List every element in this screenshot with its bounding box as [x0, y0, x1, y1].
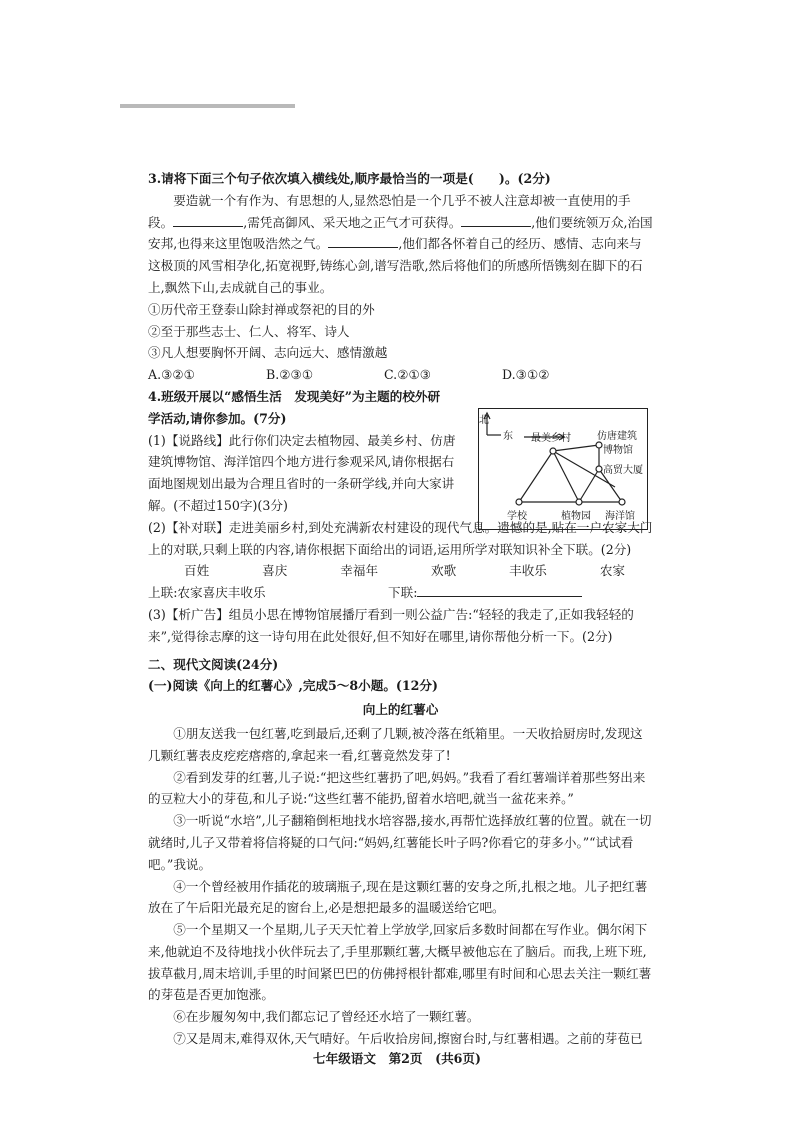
q3-passage: 要造就一个有作为、有思想的人,显然恐怕是一个几乎不被人注意却被一直使用的手段。 ,需凭高御风、采天地之正气才可获得。 ,他们要统领万众,治国安邦,也得来这里饱吸浩然之气。 ,他们都各怀着自己的经历、感情、志向来与这极顶的风雪相孕化,拓宽视野,铸练心剑,谱写浩歌,然后将他们的所感所悟镌刻在脚下的石上,飘然下山,去成就自己的事业。 [148, 192, 653, 295]
para-4: ④一个曾经被用作插花的玻璃瓶子,现在是这颗红薯的安身之所,扎根之地。儿子把红薯放在了午后阳光最充足的窗台上,必是想把最多的温暖送给它吧。 [148, 878, 648, 916]
q3-stem: 3.请将下面三个句子依次填入横线处,顺序最恰当的一项是( )。(2分) [148, 171, 551, 186]
section-subheading: (一)阅读《向上的红薯心》,完成5～8小题。(12分) [148, 678, 438, 694]
q4-block [148, 386, 653, 522]
word-2: 喜庆 [262, 563, 288, 579]
road-village-museum [553, 445, 599, 451]
map-north: 北 [479, 414, 489, 426]
route-map [478, 408, 648, 530]
page-footer: 七年级语文 第2页 (共6页) [313, 1051, 481, 1066]
route-map-svg [479, 409, 647, 529]
map-label-village: 最美乡村 [531, 432, 571, 444]
q3-item-1: ①历代帝王登泰山除封禅或祭祀的目的外 [148, 301, 375, 317]
map-east: 东 [503, 430, 513, 442]
para-7: ⑦又是周末,难得双休,天气晴好。午后收拾房间,擦窗台时,与红薯相遇。之前的芽苞已 [173, 1031, 643, 1047]
blank-3 [328, 233, 398, 248]
map-label-plaza: 高贸大厦 [603, 464, 643, 476]
map-label-museum-2: 博物馆 [603, 444, 633, 456]
q3-options [148, 364, 653, 386]
road-school-village [519, 451, 553, 502]
map-label-ocean: 海洋馆 [605, 510, 635, 522]
option-d: D.③①② [502, 367, 550, 383]
q4-sub2: (2)【补对联】走进美丽乡村,到处充满新农村建设的现代气息。遗憾的是,贴在一户农家大门上的对联,只剩上联的内容,请你根据下面给出的词语,运用所学对联知识补全下联。(2分) [148, 519, 653, 557]
para-6: ⑥在步履匆匆中,我们都忘记了曾经还水培了一颗红薯。 [173, 1009, 480, 1025]
q4-sub3: (3)【析广告】组员小思在博物馆展播厅看到一则公益广告:“轻轻的我走了,正如我轻轻的来”,觉得徐志摩的这一诗句用在此处很好,但不知好在哪里,请你帮他分析一下。(2分) [148, 606, 634, 644]
para-1: ①朋友送我一包红薯,吃到最后,还剩了几颗,被冷落在纸箱里。一天收拾厨房时,发现这几颗红薯表皮疙疙瘩瘩的,拿起来一看,红薯竟然发芽了! [148, 725, 643, 763]
passage-title: 向上的红薯心 [362, 702, 439, 718]
couplet-words [148, 560, 653, 582]
map-label-school: 学校 [507, 510, 527, 522]
exam-page [148, 168, 653, 1050]
q3-item-2: ②至于那些志士、仁人、将军、诗人 [148, 323, 350, 339]
word-4: 欢歌 [430, 563, 457, 579]
q3-item-3: ③凡人想要胸怀开阔、志向远大、感情激越 [148, 345, 388, 361]
blank-2 [461, 212, 531, 227]
para-2: ②看到发芽的红薯,儿子说:“把这些红薯扔了吧,妈妈。”我看了看红薯端详着那些努出来的豆粒大小的芽苞,和儿子说:“这些红薯不能扔,留着水培吧,就当一盆花来养。” [148, 769, 646, 807]
q4-stem-line1: 4.班级开展以“感悟生活 发现美好”为主题的校外研 [148, 388, 441, 404]
couplet-lines [148, 582, 653, 604]
lower-couplet-label: 下联: [388, 585, 418, 601]
scan-edge-bar [120, 104, 295, 108]
map-label-museum-1: 仿唐建筑 [597, 430, 637, 442]
word-1: 百姓 [184, 563, 210, 579]
para-3: ③一听说“水培”,儿子翻箱倒柜地找水培容器,接水,再帮忙选择放红薯的位置。就在一切就绪时,儿子又带着将信将疑的口气问:“妈妈,红薯能长叶子吗?你看它的芽多小。”“试试看吧。”我说。 [148, 813, 652, 872]
blank-1 [173, 212, 243, 227]
word-3: 幸福年 [340, 563, 379, 579]
option-b: B.②③① [266, 367, 314, 383]
upper-couplet: 上联:农家喜庆丰收乐 [148, 585, 266, 601]
q4-sub1: (1)【说路线】此行你们决定去植物园、最美乡村、仿唐建筑博物馆、海洋馆四个地方进行参观采风,请你根据右面地图规划出最为合理且省时的一条研学线,并向大家讲解。(不超过150字)(3分) [148, 432, 456, 513]
option-a: A.③②① [148, 367, 195, 383]
word-6: 农家 [599, 563, 625, 579]
section-heading: 二、现代文阅读(24分) [148, 656, 279, 672]
option-c: C.②①③ [384, 367, 432, 383]
road-plaza-garden [579, 469, 599, 502]
lower-couplet-blank[interactable] [417, 582, 582, 597]
para-5: ⑤一个星期又一个星期,儿子天天忙着上学放学,回家后多数时间都在写作业。偶尔闲下来,他就迫不及待地找小伙伴玩去了,手里那颗红薯,大概早被他忘在了脑后。而我,上班下班,拔草截月,周末培训,手里的时间紧巴巴的仿佛捋根针都难,哪里有时间和心思去关注一颗红薯的芽苞是否更加饱涨。 [148, 922, 652, 1003]
q4-stem-line2: 学活动,请你参加。(7分) [148, 410, 287, 426]
word-5: 丰收乐 [509, 563, 547, 579]
map-label-garden: 植物园 [561, 510, 591, 522]
